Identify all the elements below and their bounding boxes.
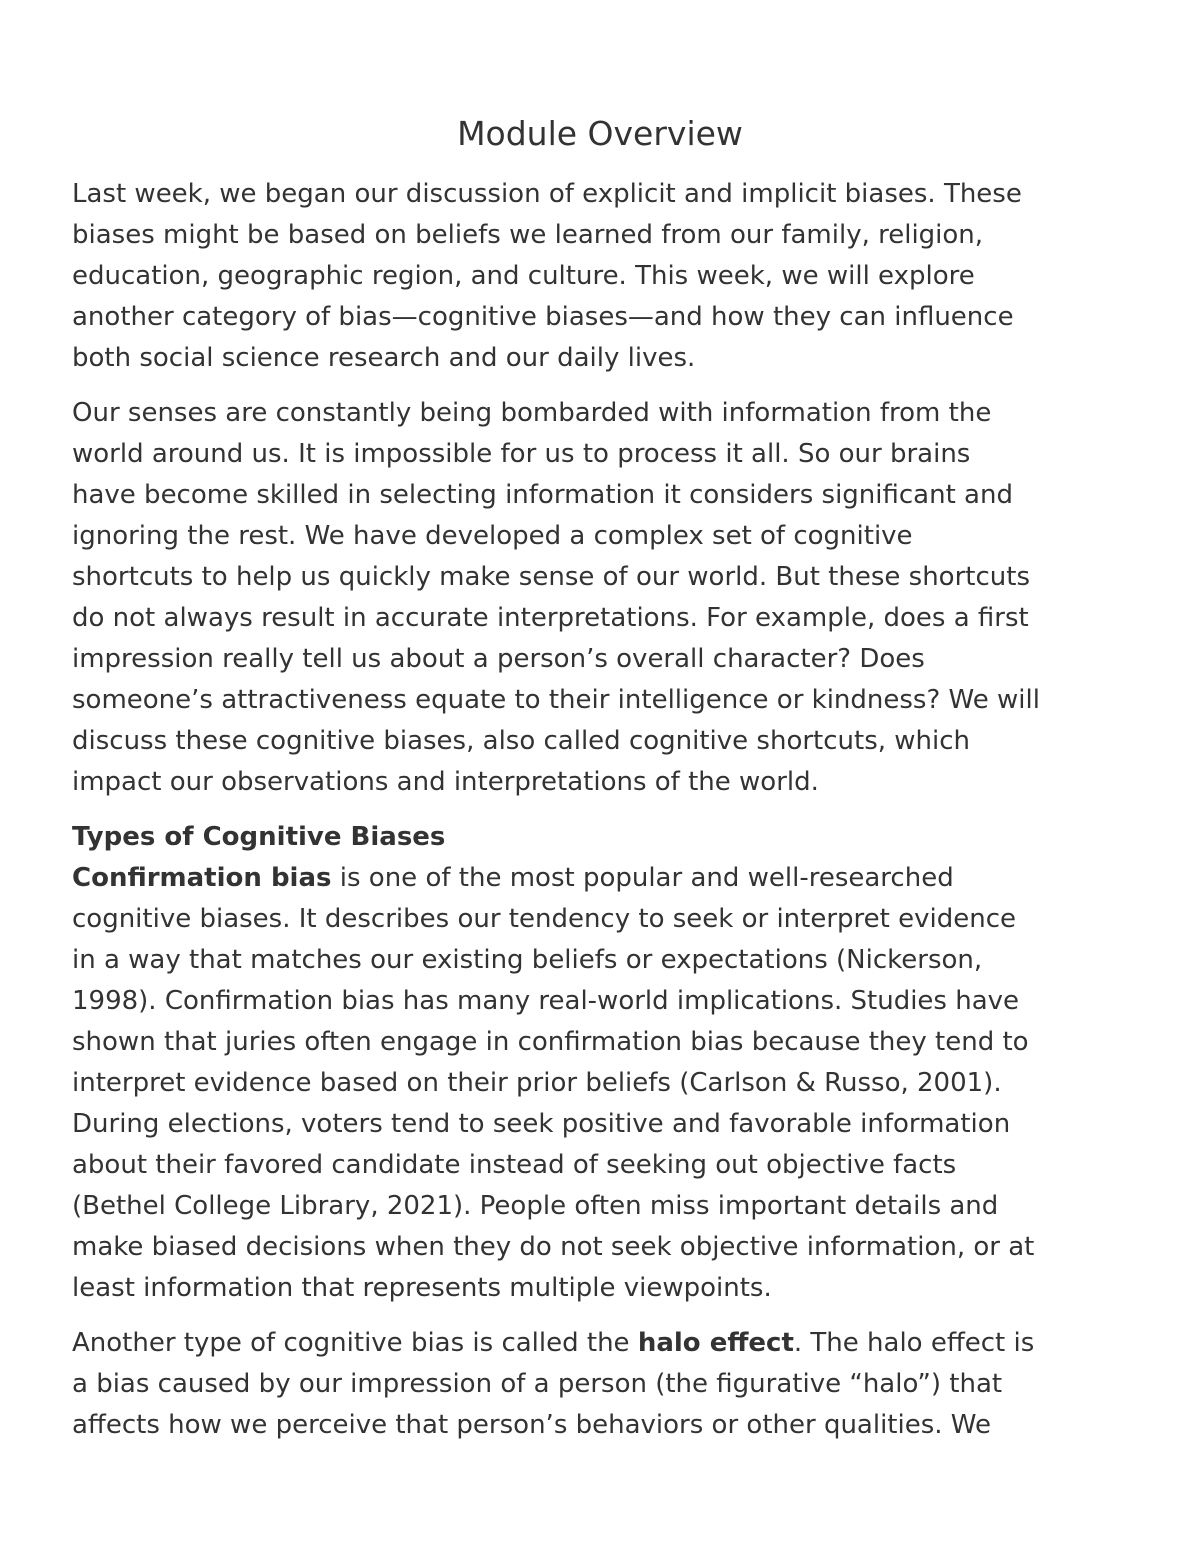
text-line: (Bethel College Library, 2021). People often miss important details and [72, 1191, 999, 1221]
intro-paragraph [72, 174, 1142, 379]
text-line: During elections, voters tend to seek positive and favorable information [72, 1109, 1011, 1139]
text-line: in a way that matches our existing beliefs or expectations (Nickerson, [72, 945, 983, 975]
text-line: world around us. It is impossible for us to process it all. So our brains [72, 439, 971, 469]
text-fragment: Another type of cognitive bias is called the [72, 1328, 638, 1358]
text-line: cognitive biases. It describes our tendency to seek or interpret evidence [72, 904, 1016, 934]
text-fragment: is one of the most popular and well-researched [331, 863, 954, 893]
text-line: a bias caused by our impression of a person (the figurative “halo”) that [72, 1369, 1003, 1399]
text-line [72, 858, 1142, 899]
text-line: affects how we perceive that person’s behaviors or other qualities. We [72, 1410, 991, 1440]
text-line: someone’s attractiveness equate to their intelligence or kindness? We will [72, 685, 1040, 715]
text-line: shown that juries often engage in confirmation bias because they tend to [72, 1027, 1029, 1057]
text-line: 1998). Confirmation bias has many real-world implications. Studies have [72, 986, 1020, 1016]
text-line: Our senses are constantly being bombarded with information from the [72, 398, 992, 428]
page-title: Module Overview [457, 114, 743, 153]
halo-effect-term: halo effect [637, 1328, 794, 1358]
text-line: ignoring the rest. We have developed a complex set of cognitive [72, 521, 913, 551]
text-line: do not always result in accurate interpretations. For example, does a first [72, 603, 1029, 633]
senses-paragraph [72, 393, 1142, 803]
text-line: education, geographic region, and culture. This week, we will explore [72, 261, 975, 291]
text-line: interpret evidence based on their prior beliefs (Carlson & Russo, 2001). [72, 1068, 1002, 1098]
confirmation-bias-paragraph [72, 817, 1142, 1309]
text-line: another category of bias—cognitive biases—and how they can influence [72, 302, 1014, 332]
halo-effect-paragraph [72, 1323, 1142, 1446]
document-body [72, 174, 1142, 1460]
text-line: discuss these cognitive biases, also called cognitive shortcuts, which [72, 726, 971, 756]
text-line: both social science research and our daily lives. [72, 343, 696, 373]
text-line: have become skilled in selecting information it considers significant and [72, 480, 1013, 510]
text-fragment: . The halo effect is [793, 1328, 1035, 1358]
text-line: least information that represents multiple viewpoints. [72, 1273, 772, 1303]
section-heading: Types of Cognitive Biases [72, 822, 446, 852]
text-line: impact our observations and interpretations of the world. [72, 767, 819, 797]
text-line [72, 1323, 1142, 1364]
text-line: impression really tell us about a person’s overall character? Does [72, 644, 925, 674]
text-line: biases might be based on beliefs we learned from our family, religion, [72, 220, 984, 250]
text-line: make biased decisions when they do not seek objective information, or at [72, 1232, 1035, 1262]
text-line: Last week, we began our discussion of explicit and implicit biases. These [72, 179, 1022, 209]
text-line: about their favored candidate instead of seeking out objective facts [72, 1150, 957, 1180]
text-line: shortcuts to help us quickly make sense of our world. But these shortcuts [72, 562, 1030, 592]
confirmation-bias-term: Confirmation bias [72, 863, 332, 893]
